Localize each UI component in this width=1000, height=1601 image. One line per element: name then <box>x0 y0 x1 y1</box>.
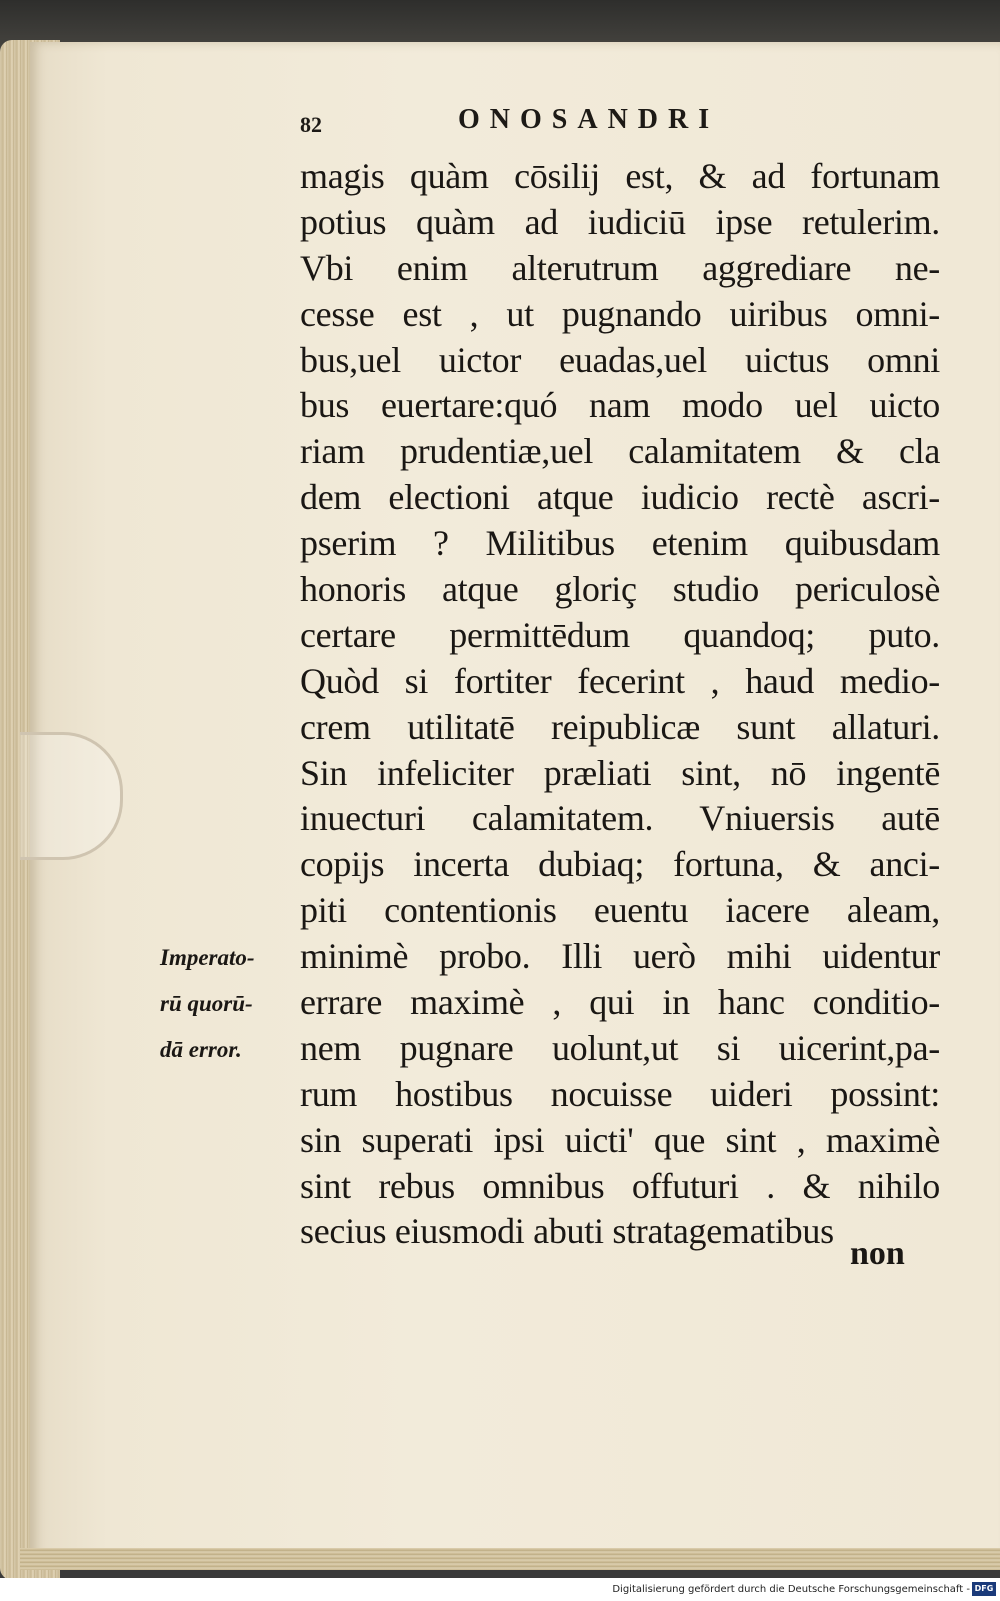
marginal-note <box>160 935 290 1073</box>
text-line: Sin infeliciter præliati sint, nō ingentē <box>300 752 940 793</box>
text-line: potius quàm ad iudiciū ipse retulerim. <box>300 201 940 242</box>
text-line: bus,uel uictor euadas,uel uictus omni <box>300 339 940 380</box>
text-line: dem electioni atque iudicio rectè ascri- <box>300 477 940 518</box>
text-line: riam prudentiæ,uel calamitatem & cla <box>300 431 940 472</box>
text-line: crem utilitatē reipublicæ sunt allaturi. <box>300 706 940 747</box>
text-line: inuecturi calamitatem. Vniuersis autē <box>300 798 940 839</box>
text-line: rum hostibus nocuisse uideri possint: <box>300 1073 940 1114</box>
dfg-logo: DFG <box>972 1582 996 1596</box>
text-line: honoris atque gloriç studio periculosè <box>300 569 940 610</box>
text-line: sint rebus omnibus offuturi . & nihilo <box>300 1165 940 1206</box>
text-line: copijs incerta dubiaq; fortuna, & anci- <box>300 844 940 885</box>
text-line: minimè probo. Illi uerò mihi uidentur <box>300 936 940 977</box>
marginal-note-line: dā error. <box>160 1037 242 1062</box>
body-text <box>300 154 940 1255</box>
bookmark-clip <box>20 732 123 860</box>
text-line: Quòd si fortiter fecerint , haud medio- <box>300 660 940 701</box>
text-line: magis quàm cōsilij est, & ad fortunam <box>300 156 940 196</box>
text-line: certare permittēdum quandoq; puto. <box>300 614 940 655</box>
marginal-note-line: rū quorū- <box>160 991 253 1016</box>
text-line: secius eiusmodi abuti stratagematibus <box>300 1211 834 1252</box>
text-line: sin superati ipsi uicti' que sint , maximè <box>300 1119 940 1160</box>
footer-credit: Digitalisierung gefördert durch die Deutsche Forschungsgemeinschaft - <box>612 1584 970 1595</box>
text-line: bus euertare:quó nam modo uel uicto <box>300 385 940 426</box>
text-line: cesse est , ut pugnando uiribus omni- <box>300 293 940 334</box>
catchword: non <box>850 1235 905 1272</box>
text-line: Vbi enim alterutrum aggrediare ne- <box>300 247 940 288</box>
marginal-note-line: Imperato- <box>160 945 255 970</box>
book-bottom-edge <box>20 1548 1000 1570</box>
text-line: pserim ? Militibus etenim quibusdam <box>300 523 940 564</box>
page-number: 82 <box>300 112 322 137</box>
text-line: errare maximè , qui in hanc conditio- <box>300 982 940 1023</box>
running-head: ONOSANDRI <box>458 104 720 135</box>
text-line: nem pugnare uolunt,ut si uicerint,pa- <box>300 1027 940 1068</box>
text-line: piti contentionis euentu iacere aleam, <box>300 890 940 931</box>
